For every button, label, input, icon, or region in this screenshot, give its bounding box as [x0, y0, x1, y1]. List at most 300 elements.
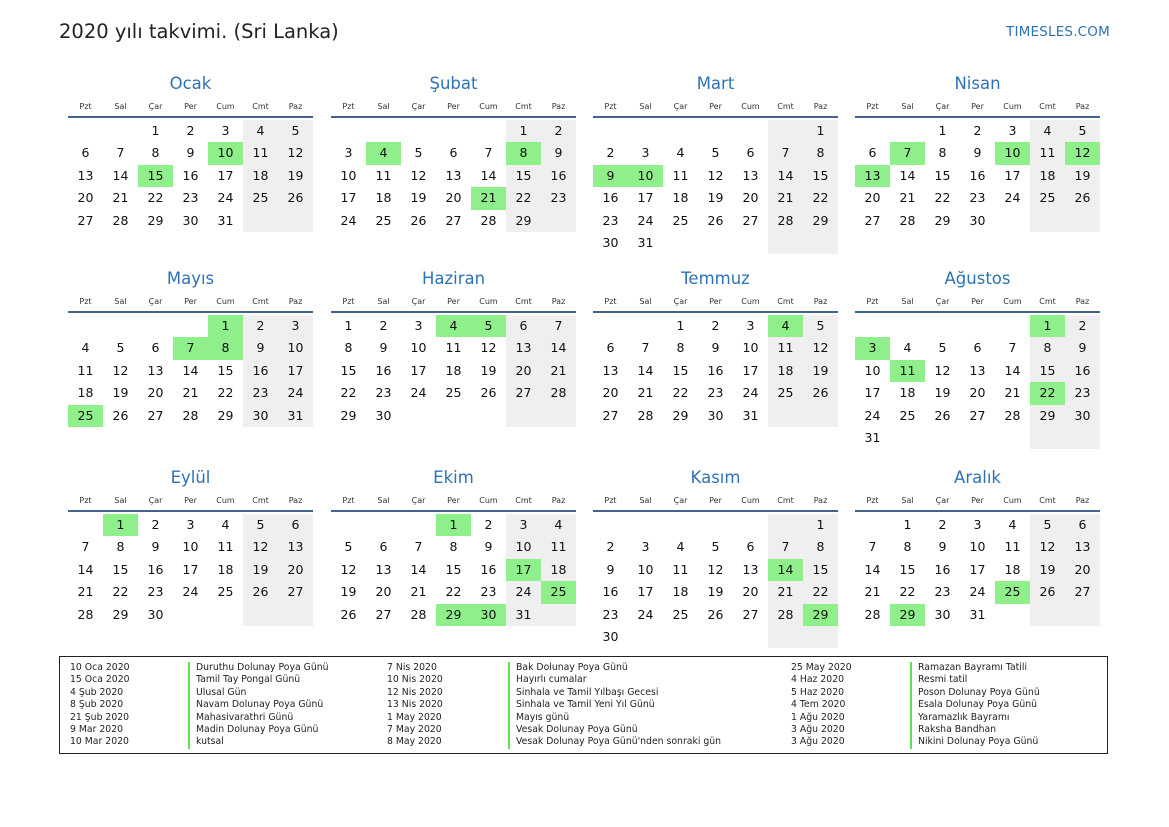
day-cell: 14	[899, 167, 916, 183]
day-cell: 3	[186, 517, 195, 532]
header-rule	[593, 311, 838, 313]
day-cell: 9	[243, 337, 278, 359]
day-cell: 7	[81, 539, 90, 555]
day-cell: 2	[243, 315, 278, 337]
weekday-header	[68, 97, 313, 115]
week-row	[593, 337, 838, 359]
day-cell: 19	[243, 559, 278, 581]
week-row	[68, 581, 313, 603]
month-1	[68, 72, 313, 232]
day-cell: 8	[151, 145, 160, 161]
day-cell: 12	[1030, 536, 1065, 558]
day-cell: 8	[803, 142, 838, 164]
day-cell: 29	[436, 604, 471, 626]
empty-cell	[960, 315, 995, 337]
week-row	[68, 604, 313, 626]
day-cell: 12	[243, 536, 278, 558]
day-cell: 20	[1065, 559, 1100, 581]
week-row	[593, 626, 838, 648]
empty-cell	[278, 604, 313, 626]
legend-row	[791, 699, 1038, 711]
day-cell: 17	[410, 362, 427, 378]
week-row	[593, 315, 838, 337]
weekday-label: Pzt	[342, 296, 355, 306]
month-12	[855, 466, 1100, 626]
week-row	[855, 142, 1100, 164]
empty-cell	[1065, 604, 1100, 626]
day-cell: 22	[803, 187, 838, 209]
day-cell: 25	[768, 382, 803, 404]
day-cell: 14	[864, 561, 881, 577]
day-cell: 5	[938, 340, 947, 356]
legend-row	[70, 736, 224, 748]
day-cell: 3	[278, 315, 313, 337]
holiday-date: 1 May 2020	[387, 711, 442, 723]
week-row	[593, 604, 838, 626]
day-cell: 25	[672, 606, 689, 622]
day-cell: 26	[1030, 581, 1065, 603]
weekday-label: Paz	[551, 296, 566, 306]
day-cell: 8	[938, 145, 947, 161]
day-cell: 16	[602, 190, 619, 206]
weekday-label: Sal	[377, 296, 390, 306]
holiday-date: 7 May 2020	[387, 723, 442, 735]
day-cell: 2	[1065, 315, 1100, 337]
day-cell: 18	[217, 561, 234, 577]
weekday-label: Sal	[377, 495, 390, 505]
day-cell: 19	[340, 584, 357, 600]
day-cell: 16	[182, 167, 199, 183]
day-cell: 24	[969, 584, 986, 600]
empty-cell	[436, 405, 471, 427]
week-row	[855, 604, 1100, 626]
day-cell: 27	[506, 382, 541, 404]
day-cell: 11	[243, 142, 278, 164]
day-cell: 19	[707, 190, 724, 206]
weekday-label: Per	[971, 495, 984, 505]
day-cell: 4	[366, 142, 401, 164]
holiday-date: 25 May 2020	[791, 662, 852, 673]
weekday-header	[855, 292, 1100, 310]
empty-cell	[803, 232, 838, 254]
week-row	[593, 405, 838, 427]
holiday-name: Sinhala ve Tamil Yeni Yıl Günü	[508, 699, 655, 711]
week-row	[68, 165, 313, 187]
day-cell: 26	[480, 385, 497, 401]
day-cell: 19	[1065, 165, 1100, 187]
day-cell: 13	[1065, 536, 1100, 558]
day-cell: 14	[768, 559, 803, 581]
empty-cell	[925, 315, 960, 337]
holiday-date: 8 May 2020	[387, 736, 442, 748]
day-cell: 4	[676, 539, 685, 555]
day-cell: 27	[147, 407, 164, 423]
holiday-date: 5 Haz 2020	[791, 686, 845, 698]
empty-cell	[995, 427, 1030, 449]
day-cell: 1	[208, 315, 243, 337]
week-row	[593, 142, 838, 164]
day-cell: 4	[81, 340, 90, 356]
week-row	[593, 559, 838, 581]
week-row	[855, 210, 1100, 232]
day-cell: 17	[637, 584, 654, 600]
day-cell: 18	[768, 360, 803, 382]
day-cell: 5	[243, 514, 278, 536]
week-row	[331, 187, 576, 209]
day-cell: 13	[742, 561, 759, 577]
weekday-label: Çar	[411, 101, 426, 111]
day-cell: 29	[803, 210, 838, 232]
day-cell: 15	[1030, 360, 1065, 382]
day-cell: 11	[1030, 142, 1065, 164]
day-cell: 19	[278, 165, 313, 187]
empty-cell	[1065, 427, 1100, 449]
week-row	[331, 536, 576, 558]
day-cell: 21	[182, 385, 199, 401]
day-cell: 7	[768, 536, 803, 558]
day-cell: 9	[606, 561, 615, 577]
day-cell: 16	[375, 362, 392, 378]
day-cell: 14	[1004, 362, 1021, 378]
weekday-header	[855, 97, 1100, 115]
day-cell: 29	[112, 606, 129, 622]
empty-cell	[855, 315, 890, 337]
day-cell: 23	[182, 190, 199, 206]
day-cell: 17	[969, 561, 986, 577]
day-cell: 30	[934, 606, 951, 622]
day-cell: 17	[506, 559, 541, 581]
day-cell: 22	[1030, 382, 1065, 404]
day-cell: 7	[541, 315, 576, 337]
day-cell: 26	[707, 606, 724, 622]
day-cell: 12	[934, 362, 951, 378]
holiday-date: 21 Şub 2020	[70, 711, 130, 723]
day-cell: 13	[742, 167, 759, 183]
day-cell: 10	[995, 142, 1030, 164]
week-row	[68, 337, 313, 359]
day-cell: 13	[602, 362, 619, 378]
day-cell: 31	[969, 606, 986, 622]
day-cell: 13	[855, 165, 890, 187]
week-row	[855, 514, 1100, 536]
empty-cell	[366, 120, 401, 142]
legend-column	[791, 662, 1040, 749]
weekday-label: Pzt	[342, 101, 355, 111]
month-10	[331, 466, 576, 626]
month-11	[593, 466, 838, 648]
legend-row	[70, 711, 294, 724]
day-cell: 2	[606, 145, 615, 161]
week-row	[331, 142, 576, 164]
day-cell: 13	[147, 362, 164, 378]
day-cell: 5	[711, 539, 720, 555]
day-cell: 24	[637, 606, 654, 622]
day-cell: 18	[899, 385, 916, 401]
day-cell: 2	[151, 517, 160, 532]
holiday-name: kutsal	[188, 736, 224, 748]
day-cell: 7	[414, 539, 423, 555]
day-cell: 3	[746, 318, 755, 333]
day-cell: 25	[1030, 187, 1065, 209]
day-cell: 30	[471, 604, 506, 626]
day-cell: 24	[506, 581, 541, 603]
day-cell: 11	[1004, 539, 1021, 555]
weekday-label: Paz	[813, 101, 828, 111]
day-cell: 20	[375, 584, 392, 600]
holiday-name: Navam Dolunay Poya Günü	[188, 699, 323, 711]
day-cell: 3	[506, 514, 541, 536]
day-cell: 4	[541, 514, 576, 536]
day-cell: 26	[410, 212, 427, 228]
legend-row	[70, 723, 319, 736]
day-cell: 27	[602, 407, 619, 423]
holiday-name: Bak Dolunay Poya Günü	[508, 662, 628, 674]
holiday-name: Nikini Dolunay Poya Günü	[910, 736, 1038, 748]
day-cell: 7	[173, 337, 208, 359]
day-cell: 18	[541, 559, 576, 581]
day-cell: 5	[278, 120, 313, 142]
empty-cell	[541, 210, 576, 232]
day-cell: 3	[414, 318, 423, 333]
day-cell: 29	[506, 210, 541, 232]
day-cell: 8	[449, 539, 458, 555]
day-cell: 8	[676, 340, 685, 356]
day-cell: 28	[182, 407, 199, 423]
day-cell: 24	[182, 584, 199, 600]
day-cell: 14	[410, 561, 427, 577]
legend-row	[70, 674, 301, 686]
day-cell: 17	[742, 362, 759, 378]
empty-cell	[103, 120, 138, 142]
day-cell: 21	[541, 360, 576, 382]
day-cell: 21	[768, 187, 803, 209]
holiday-date: 10 Mar 2020	[70, 736, 129, 748]
header-rule	[593, 510, 838, 512]
day-cell: 6	[379, 539, 388, 555]
legend-row	[387, 662, 628, 674]
day-cell: 24	[217, 190, 234, 206]
day-cell: 2	[938, 517, 947, 532]
weekday-label: Cmt	[515, 495, 532, 505]
day-cell: 22	[899, 584, 916, 600]
day-cell: 12	[410, 167, 427, 183]
weekday-label: Sal	[901, 101, 914, 111]
week-row	[593, 187, 838, 209]
day-cell: 19	[803, 360, 838, 382]
weekday-label: Per	[971, 101, 984, 111]
month-name: Ağustos	[944, 269, 1011, 288]
day-cell: 9	[1065, 337, 1100, 359]
day-cell: 26	[934, 407, 951, 423]
day-cell: 22	[112, 584, 129, 600]
day-cell: 4	[221, 517, 230, 532]
header-rule	[68, 510, 313, 512]
day-cell: 29	[890, 604, 925, 626]
day-cell: 16	[147, 561, 164, 577]
day-cell: 1	[803, 120, 838, 142]
week-row	[593, 120, 838, 142]
empty-cell	[541, 604, 576, 626]
day-cell: 23	[541, 187, 576, 209]
site-link[interactable]: TIMESLES.COM	[1006, 24, 1110, 40]
weekday-label: Pzt	[79, 495, 92, 505]
day-cell: 27	[278, 581, 313, 603]
week-row	[855, 405, 1100, 427]
week-row	[331, 514, 576, 536]
day-cell: 8	[903, 539, 912, 555]
empty-cell	[960, 427, 995, 449]
day-cell: 21	[471, 187, 506, 209]
day-cell: 29	[1030, 405, 1065, 427]
holiday-name: Esala Dolunay Poya Günü	[910, 699, 1037, 711]
day-cell: 27	[742, 606, 759, 622]
day-cell: 9	[541, 142, 576, 164]
day-cell: 22	[445, 584, 462, 600]
weekday-label: Per	[709, 101, 722, 111]
header-rule	[593, 116, 838, 118]
holiday-date: 9 Mar 2020	[70, 723, 124, 735]
day-cell: 24	[410, 385, 427, 401]
weekday-label: Pzt	[866, 495, 879, 505]
empty-cell	[663, 626, 698, 648]
weekday-label: Cum	[479, 101, 498, 111]
day-cell: 30	[969, 212, 986, 228]
legend-row	[791, 662, 1028, 674]
week-row	[331, 405, 576, 427]
day-cell: 27	[1065, 581, 1100, 603]
day-cell: 14	[768, 165, 803, 187]
day-cell: 11	[77, 362, 94, 378]
holiday-date: 10 Nis 2020	[387, 674, 443, 686]
month-name: Haziran	[421, 269, 486, 288]
legend-row	[791, 686, 1040, 699]
legend-row	[70, 686, 247, 699]
day-cell: 5	[344, 539, 353, 555]
day-cell: 1	[344, 318, 353, 333]
weekday-label: Sal	[377, 101, 390, 111]
day-cell: 23	[1065, 382, 1100, 404]
day-cell: 20	[602, 385, 619, 401]
day-cell: 16	[480, 561, 497, 577]
holiday-date: 1 Ağu 2020	[791, 711, 845, 723]
day-cell: 9	[711, 340, 720, 356]
month-2	[331, 72, 576, 232]
holiday-date: 12 Nis 2020	[387, 686, 443, 698]
weekday-label: Cmt	[252, 101, 269, 111]
day-cell: 18	[1004, 561, 1021, 577]
week-row	[593, 210, 838, 232]
month-name: Eylül	[170, 468, 211, 487]
day-cell: 24	[340, 212, 357, 228]
day-cell: 8	[344, 340, 353, 356]
day-cell: 15	[112, 561, 129, 577]
header-rule	[331, 510, 576, 512]
week-row	[855, 315, 1100, 337]
legend-column	[387, 662, 722, 749]
empty-cell	[173, 315, 208, 337]
empty-cell	[401, 120, 436, 142]
month-5	[68, 267, 313, 427]
weekday-label: Sal	[114, 101, 127, 111]
day-cell: 10	[410, 340, 427, 356]
day-cell: 6	[278, 514, 313, 536]
day-cell: 18	[375, 190, 392, 206]
day-cell: 8	[1030, 337, 1065, 359]
month-name: Aralık	[954, 468, 1001, 487]
day-cell: 6	[151, 340, 160, 356]
weekday-label: Per	[709, 296, 722, 306]
holiday-date: 3 Ağu 2020	[791, 723, 845, 735]
day-cell: 5	[1030, 514, 1065, 536]
empty-cell	[855, 120, 890, 142]
empty-cell	[593, 514, 628, 536]
day-cell: 10	[340, 167, 357, 183]
day-cell: 29	[340, 407, 357, 423]
day-cell: 9	[379, 340, 388, 356]
day-cell: 25	[375, 212, 392, 228]
week-row	[331, 360, 576, 382]
day-cell: 14	[77, 561, 94, 577]
day-cell: 9	[938, 539, 947, 555]
day-cell: 19	[934, 385, 951, 401]
day-cell: 18	[445, 362, 462, 378]
empty-cell	[628, 514, 663, 536]
day-cell: 23	[602, 606, 619, 622]
day-cell: 9	[186, 145, 195, 161]
day-cell: 13	[375, 561, 392, 577]
holiday-date: 4 Tem 2020	[791, 699, 846, 711]
week-row	[593, 514, 838, 536]
weekday-label: Cmt	[1039, 495, 1056, 505]
weekday-label: Sal	[639, 495, 652, 505]
day-cell: 4	[1008, 517, 1017, 532]
day-cell: 7	[868, 539, 877, 555]
week-row	[331, 337, 576, 359]
day-cell: 30	[243, 405, 278, 427]
header-rule	[331, 116, 576, 118]
day-cell: 3	[855, 337, 890, 359]
day-cell: 23	[147, 584, 164, 600]
holiday-date: 8 Şub 2020	[70, 699, 124, 711]
day-cell: 6	[1065, 514, 1100, 536]
legend-row	[387, 686, 659, 699]
weekday-header	[593, 97, 838, 115]
day-cell: 5	[471, 315, 506, 337]
weekday-header	[855, 491, 1100, 509]
day-cell: 17	[1004, 167, 1021, 183]
day-cell: 15	[803, 559, 838, 581]
legend-row	[387, 723, 638, 736]
day-cell: 5	[711, 145, 720, 161]
day-cell: 10	[969, 539, 986, 555]
legend-row	[387, 674, 587, 686]
day-cell: 26	[278, 187, 313, 209]
empty-cell	[733, 626, 768, 648]
weekday-label: Cmt	[777, 495, 794, 505]
day-cell: 27	[375, 606, 392, 622]
day-cell: 29	[217, 407, 234, 423]
weekday-label: Per	[447, 495, 460, 505]
day-cell: 17	[340, 190, 357, 206]
day-cell: 13	[77, 167, 94, 183]
empty-cell	[768, 232, 803, 254]
day-cell: 14	[480, 167, 497, 183]
day-cell: 7	[484, 145, 493, 161]
day-cell: 25	[243, 187, 278, 209]
day-cell: 28	[410, 606, 427, 622]
week-row	[855, 581, 1100, 603]
empty-cell	[278, 210, 313, 232]
